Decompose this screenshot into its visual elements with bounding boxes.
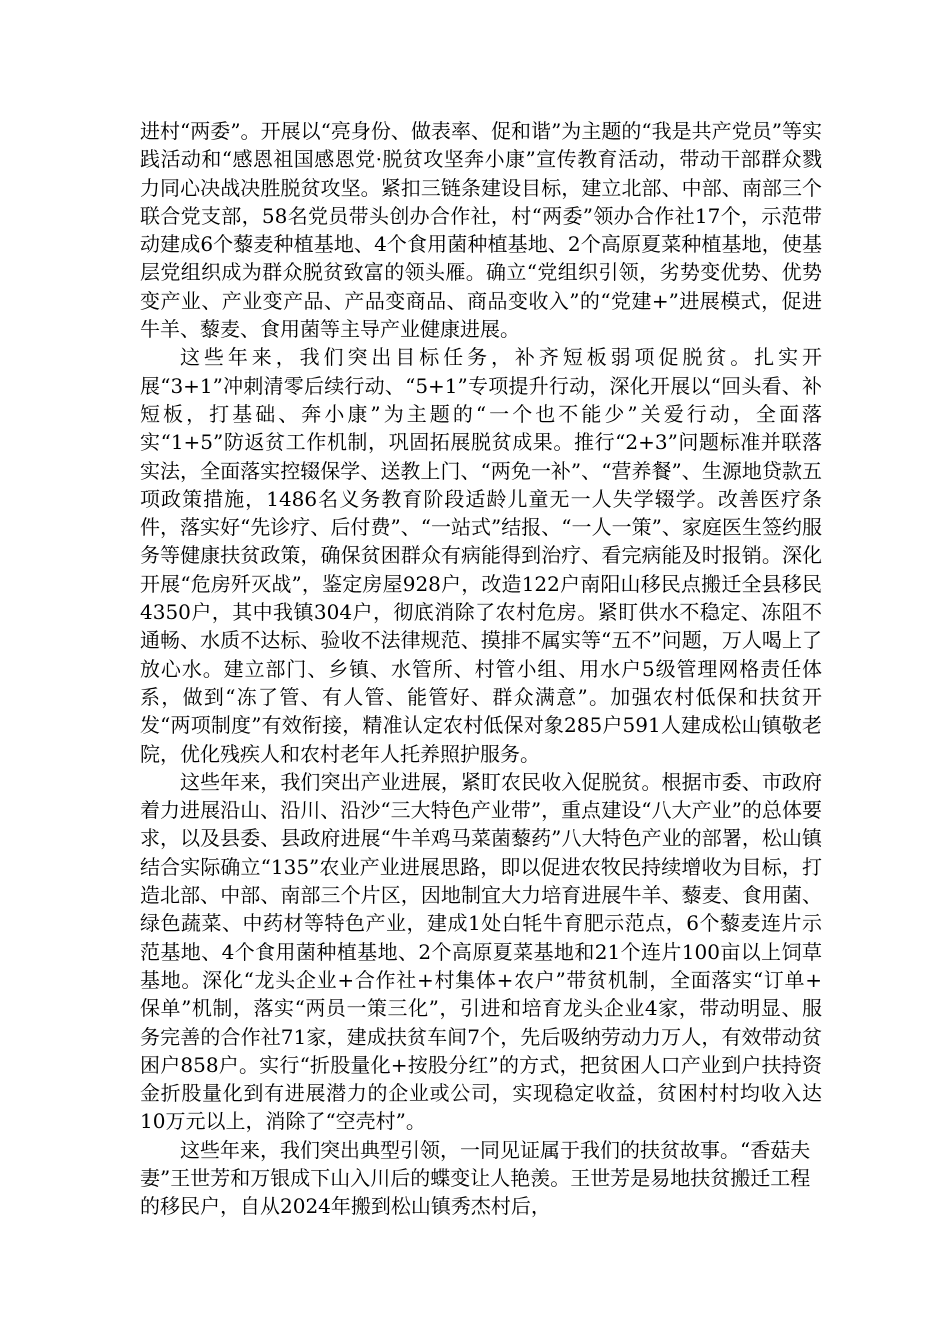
paragraph-industry: 这些年来，我们突出产业进展，紧盯农民收入促脱贫。根据市委、市政府着力进展沿山、沿川、沿沙“三大特色产业带”，重点建设“八大产业”的总体要求，以及县委、县政府进展“牛羊鸡马菜菌藜药”八大特色产业的部署，松山镇结合实际确立“135”农业产业进展思路，即以促进农牧民持续增收为目标，打造北部、中部、南部三个片区，因地制宜大力培育进展牛羊、藜麦、食用菌、绿色蔬菜、中药材等特色产业，建成1处白牦牛育肥示范点，6个藜麦连片示范基地、4个食用菌种植基地、2个高原夏菜基地和21个连片100亩以上饲草基地。深化“龙头企业+合作社+村集体+农户”带贫机制，全面落实“订单+ 保单”机制，落实“两员一策三化”，引进和培育龙头企业4家，带动明显、服务完善的合作社71家，建成扶贫车间7个，先后吸纳劳动力万人，有效带动贫困户858户。实行“折股量化+按股分红”的方式，把贫困人口产业到户扶持资金折股量化到有进展潜力的企业或公司，实现稳定收益，贫困村村均收入达10万元以上，消除了“空壳村”。 xyxy=(140,769,822,1134)
paragraph-targets: 这些年来，我们突出目标任务，补齐短板弱项促脱贫。扎实开展“3+1”冲刺清零后续行动、“5+1”专项提升行动，深化开展以“回头看、补短板，打基础、奔小康”为主题的“一个也不能少”关爱行动，全面落实“1+5”防返贫工作机制，巩固拓展脱贫成果。推行“2+3”问题标准并联落实法，全面落实控辍保学、送教上门、“两免一补”、“营养餐”、生源地贷款五项政策措施，1486名义务教育阶段适龄儿童无一人失学辍学。改善医疗条件，落实好“先诊疗、后付费”、“一站式”结报、“一人一策”、家庭医生签约服务等健康扶贫政策，确保贫困群众有病能得到治疗、看完病能及时报销。深化开展“危房歼灭战”，鉴定房屋928户，改造122户南阳山移民点搬迁全县移民4350户，其中我镇304户，彻底消除了农村危房。紧盯供水不稳定、冻阻不通畅、水质不达标、验收不法律规范、摸排不属实等“五不”问题，万人喝上了放心水。建立部门、乡镇、水管所、村管小组、用水户5级管理网格责任体系，做到“冻了管、有人管、能管好、群众满意”。加强农村低保和扶贫开发“两项制度”有效衔接，精准认定农村低保对象285户591人建成松山镇敬老院，优化残疾人和农村老年人托养照护服务。 xyxy=(140,345,822,766)
paragraph-stories: 这些年来，我们突出典型引领，一同见证属于我们的扶贫故事。“香菇夫妻”王世芳和万银成下山入川后的蝶变让人艳羡。王世芳是易地扶贫搬迁工程的移民户，自从2024年搬到松山镇秀杰村后， xyxy=(140,1137,811,1219)
document-body xyxy=(140,117,822,1221)
paragraph-party-building: 进村“两委”。开展以“亮身份、做表率、促和谐”为主题的“我是共产党员”等实践活动和“感恩祖国感恩党·脱贫攻坚奔小康”宣传教育活动，带动干部群众戮力同心决战决胜脱贫攻坚。紧扣三链条建设目标，建立北部、中部、南部三个联合党支部，58名党员带头创办合作社，村“两委”领办合作社17个，示范带动建成6个藜麦种植基地、4个食用菌种植基地、2个高原夏菜种植基地，使基层党组织成为群众脱贫致富的领头雁。确立“党组织引领，劣势变优势、优势变产业、产业变产品、产品变商品、商品变收入”的“党建+”进展模式，促进牛羊、藜麦、食用菌等主导产业健康进展。 xyxy=(140,119,822,342)
